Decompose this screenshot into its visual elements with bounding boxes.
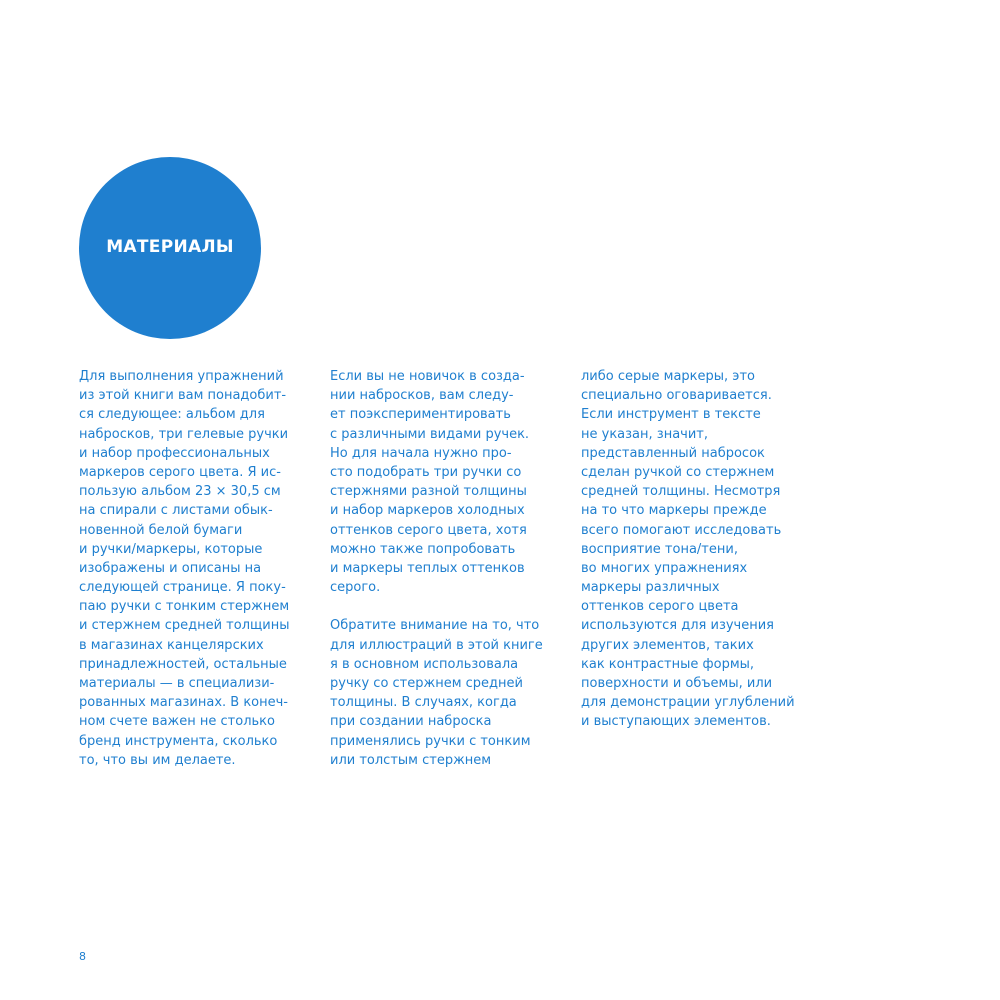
- text-line: толщины. В случаях, когда: [330, 695, 517, 711]
- text-line: Но для начала нужно про-: [330, 445, 512, 461]
- section-badge: [79, 157, 261, 339]
- text-line: не указан, значит,: [581, 426, 708, 442]
- text-line: восприятие тона/тени,: [581, 541, 738, 557]
- text-line: в магазинах канцелярских: [79, 637, 264, 653]
- text-line: следующей странице. Я поку-: [79, 580, 286, 596]
- text-line: и выступающих элементов.: [581, 714, 771, 730]
- text-line: сделан ручкой со стержнем: [581, 464, 775, 480]
- text-line: из этой книги вам понадобит-: [79, 388, 287, 404]
- text-line: сто подобрать три ручки со: [330, 464, 522, 480]
- text-line: Обратите внимание на то, что: [330, 618, 540, 634]
- text-line: на спирали с листами обык-: [79, 503, 273, 519]
- text-line: во многих упражнениях: [581, 560, 748, 576]
- text-line: оттенков серого цвета: [581, 599, 739, 615]
- text-line: маркеры различных: [581, 580, 720, 596]
- text-line: материалы — в специализи-: [79, 676, 275, 691]
- text-line: других элементов, таких: [581, 637, 754, 653]
- text-line: либо серые маркеры, это: [581, 369, 755, 384]
- text-line: то, что вы им делаете.: [79, 752, 236, 768]
- text-line: Для выполнения упражнений: [79, 369, 284, 384]
- text-line: всего помогают исследовать: [581, 522, 782, 538]
- text-column-1: [79, 367, 289, 770]
- section-title: МАТЕРИАЛЫ: [106, 237, 234, 257]
- text-column-2: [330, 367, 543, 770]
- text-line: рованных магазинах. В конеч-: [79, 695, 289, 711]
- text-line: используются для изучения: [581, 618, 774, 634]
- text-line: при создании наброска: [330, 714, 492, 730]
- paragraph-gap: [330, 597, 543, 616]
- text-line: можно также попробовать: [330, 541, 516, 557]
- text-line: представленный набросок: [581, 445, 765, 461]
- text-line: ручку со стержнем средней: [330, 676, 523, 691]
- text-column-3: [581, 367, 795, 732]
- text-line: специально оговаривается.: [581, 388, 772, 404]
- text-line: на то что маркеры прежде: [581, 503, 767, 519]
- text-line: и набор профессиональных: [79, 445, 270, 461]
- text-line: паю ручки с тонким стержнем: [79, 599, 290, 615]
- text-line: я в основном использовала: [330, 656, 519, 672]
- text-line: набросков, три гелевые ручки: [79, 426, 289, 442]
- text-line: и набор маркеров холодных: [330, 503, 525, 519]
- text-line: ном счете важен не столько: [79, 714, 275, 730]
- text-line: принадлежностей, остальные: [79, 656, 287, 672]
- text-line: ет поэкспериментировать: [330, 407, 511, 423]
- text-line: ся следующее: альбом для: [79, 407, 265, 423]
- text-line: или толстым стержнем: [330, 752, 492, 768]
- text-line: Если вы не новичок в созда-: [330, 369, 525, 384]
- page-number: 8: [79, 950, 86, 963]
- text-line: серого.: [330, 580, 381, 596]
- text-line: и стержнем средней толщины: [79, 618, 290, 634]
- text-line: применялись ручки с тонким: [330, 733, 531, 749]
- text-line: пользую альбом 23 × 30,5 см: [79, 484, 281, 500]
- text-line: новенной белой бумаги: [79, 522, 243, 538]
- text-line: оттенков серого цвета, хотя: [330, 522, 527, 538]
- text-line: средней толщины. Несмотря: [581, 484, 781, 500]
- text-line: и маркеры теплых оттенков: [330, 560, 525, 576]
- text-line: для демонстрации углублений: [581, 695, 795, 711]
- text-line: для иллюстраций в этой книге: [330, 637, 543, 653]
- text-line: Если инструмент в тексте: [581, 407, 761, 423]
- text-line: как контрастные формы,: [581, 656, 755, 672]
- text-line: маркеров серого цвета. Я ис-: [79, 464, 281, 480]
- text-line: стержнями разной толщины: [330, 484, 527, 500]
- text-line: нии набросков, вам следу-: [330, 388, 514, 404]
- text-line: поверхности и объемы, или: [581, 676, 773, 691]
- text-line: и ручки/маркеры, которые: [79, 541, 263, 557]
- text-line: бренд инструмента, сколько: [79, 733, 278, 749]
- text-line: изображены и описаны на: [79, 560, 262, 576]
- text-line: с различными видами ручек.: [330, 426, 530, 442]
